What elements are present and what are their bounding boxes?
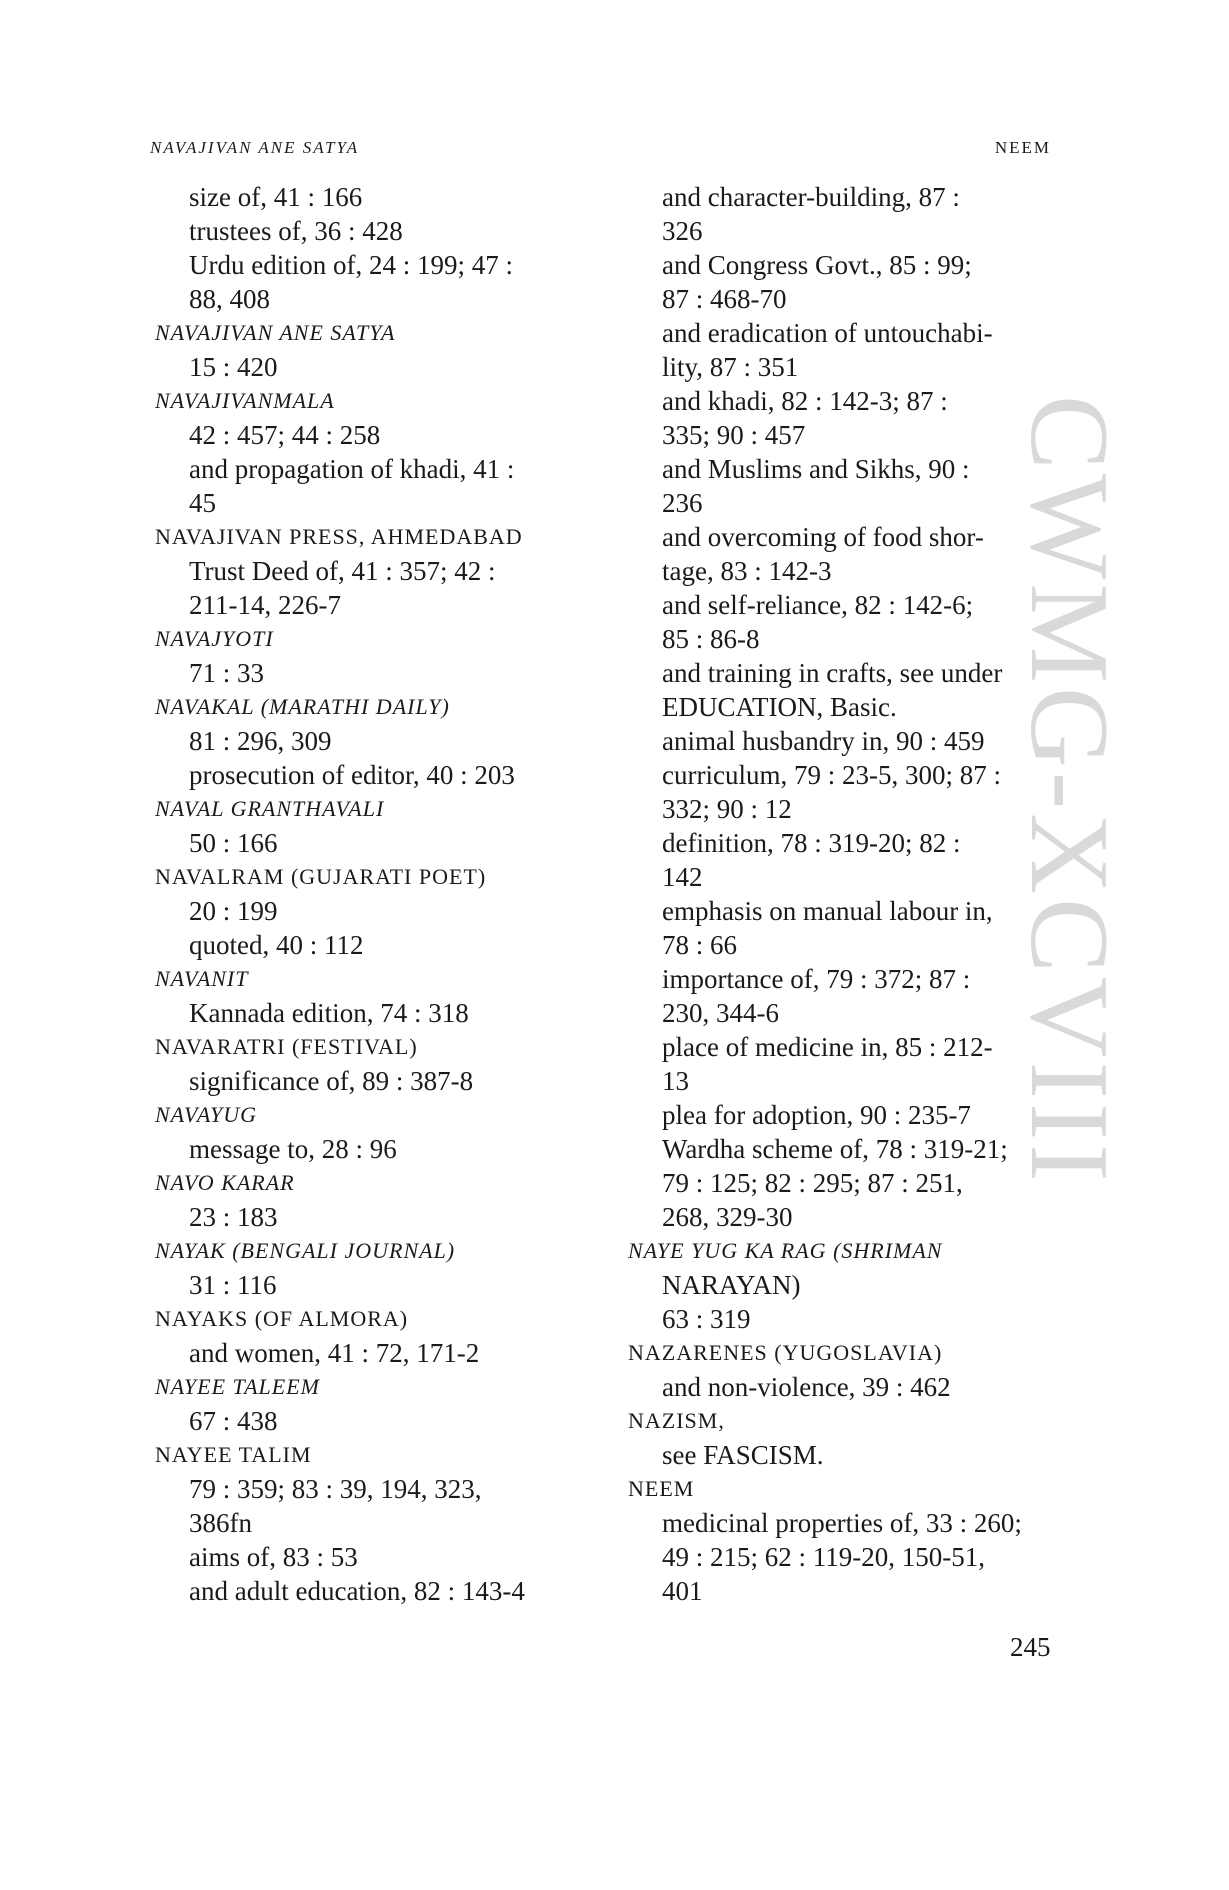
index-heading: NAYE YUG KA RAG (SHRIMAN: [628, 1238, 943, 1263]
index-heading: NAZISM,: [628, 1408, 725, 1433]
watermark: CWMG-XCVIII: [1007, 395, 1131, 1186]
index-entry: emphasis on manual labour in,: [662, 896, 993, 926]
index-entry: 50 : 166: [189, 828, 278, 858]
index-heading: NAYEE TALIM: [155, 1442, 312, 1467]
index-entry: and eradication of untouchabi-: [662, 318, 993, 348]
index-heading: NAYEE TALEEM: [155, 1374, 320, 1399]
index-entry: and Muslims and Sikhs, 90 :: [662, 454, 970, 484]
index-entry: 211-14, 226-7: [189, 590, 341, 620]
left-index-column: [155, 180, 585, 1608]
index-heading: NEEM: [628, 1476, 695, 1501]
index-entry: 401: [662, 1576, 703, 1606]
index-entry: significance of, 89 : 387-8: [189, 1066, 474, 1096]
index-heading: NAVAJIVAN ANE SATYA: [155, 320, 396, 345]
index-entry: and overcoming of food shor-: [662, 522, 984, 552]
index-heading: NAVAJIVANMALA: [155, 388, 335, 413]
index-entry: place of medicine in, 85 : 212-: [662, 1032, 993, 1062]
index-entry: 31 : 116: [189, 1270, 277, 1300]
index-entry: Kannada edition, 74 : 318: [189, 998, 469, 1028]
index-entry: 20 : 199: [189, 896, 278, 926]
index-heading: NAVAYUG: [155, 1102, 258, 1127]
index-entry: 81 : 296, 309: [189, 726, 332, 756]
index-entry: 79 : 359; 83 : 39, 194, 323,: [189, 1474, 482, 1504]
index-entry: and adult education, 82 : 143-4: [189, 1576, 525, 1606]
index-entry: and character-building, 87 :: [662, 182, 960, 212]
index-entry: 87 : 468-70: [662, 284, 787, 314]
index-heading: NAVAKAL (MARATHI DAILY): [155, 694, 450, 719]
index-entry: lity, 87 : 351: [662, 352, 799, 382]
running-head-left: NAVAJIVAN ANE SATYA: [150, 138, 360, 157]
index-entry: plea for adoption, 90 : 235-7: [662, 1100, 971, 1130]
index-heading: NAZARENES (YUGOSLAVIA): [628, 1340, 943, 1365]
index-entry: Trust Deed of, 41 : 357; 42 :: [189, 556, 496, 586]
index-entry: 85 : 86-8: [662, 624, 760, 654]
index-heading: NAVANIT: [155, 966, 249, 991]
index-entry: 79 : 125; 82 : 295; 87 : 251,: [662, 1168, 963, 1198]
index-entry: prosecution of editor, 40 : 203: [189, 760, 515, 790]
index-entry: 268, 329-30: [662, 1202, 793, 1232]
index-heading: NAVAJYOTI: [155, 626, 274, 651]
index-entry: 335; 90 : 457: [662, 420, 806, 450]
index-heading: NAVALRAM (GUJARATI POET): [155, 864, 487, 889]
index-entry: see FASCISM.: [662, 1440, 824, 1470]
index-entry: animal husbandry in, 90 : 459: [662, 726, 985, 756]
index-entry: and self-reliance, 82 : 142-6;: [662, 590, 974, 620]
index-entry: 78 : 66: [662, 930, 738, 960]
index-entry: 142: [662, 862, 703, 892]
index-entry: and training in crafts, see under: [662, 658, 1003, 688]
index-heading: NAYAKS (OF ALMORA): [155, 1306, 409, 1331]
index-heading: NAVO KARAR: [155, 1170, 295, 1195]
index-entry: definition, 78 : 319-20; 82 :: [662, 828, 961, 858]
index-heading: NAVAL GRANTHAVALI: [155, 796, 385, 821]
index-entry: 236: [662, 488, 703, 518]
index-entry: tage, 83 : 142-3: [662, 556, 832, 586]
index-entry: 88, 408: [189, 284, 270, 314]
index-entry: 63 : 319: [662, 1304, 751, 1334]
index-heading: NAYAK (BENGALI JOURNAL): [155, 1238, 456, 1263]
index-entry: and Congress Govt., 85 : 99;: [662, 250, 972, 280]
index-entry: and non-violence, 39 : 462: [662, 1372, 951, 1402]
index-entry: 42 : 457; 44 : 258: [189, 420, 381, 450]
index-entry: and khadi, 82 : 142-3; 87 :: [662, 386, 948, 416]
index-entry: 45: [189, 488, 216, 518]
index-entry: 49 : 215; 62 : 119-20, 150-51,: [662, 1542, 985, 1572]
index-heading: NAVAJIVAN PRESS, AHMEDABAD: [155, 524, 523, 549]
index-entry: 71 : 33: [189, 658, 265, 688]
index-entry: quoted, 40 : 112: [189, 930, 364, 960]
index-entry: 326: [662, 216, 703, 246]
running-head-right: NEEM: [994, 138, 1051, 157]
index-entry: size of, 41 : 166: [189, 182, 363, 212]
index-entry: curriculum, 79 : 23-5, 300; 87 :: [662, 760, 1001, 790]
right-index-column: [628, 180, 1054, 1608]
index-entry: EDUCATION, Basic.: [662, 692, 897, 722]
index-entry: 386fn: [189, 1508, 252, 1538]
index-entry: 67 : 438: [189, 1406, 278, 1436]
index-heading: NAVARATRI (FESTIVAL): [155, 1034, 418, 1059]
index-entry: and women, 41 : 72, 171-2: [189, 1338, 480, 1368]
index-entry: 15 : 420: [189, 352, 278, 382]
index-entry: 332; 90 : 12: [662, 794, 792, 824]
index-entry: NARAYAN): [662, 1270, 801, 1300]
index-entry: trustees of, 36 : 428: [189, 216, 403, 246]
index-entry: medicinal properties of, 33 : 260;: [662, 1508, 1022, 1538]
index-entry: 13: [662, 1066, 689, 1096]
index-entry: importance of, 79 : 372; 87 :: [662, 964, 971, 994]
index-entry: 23 : 183: [189, 1202, 278, 1232]
index-entry: 230, 344-6: [662, 998, 779, 1028]
index-entry: Urdu edition of, 24 : 199; 47 :: [189, 250, 513, 280]
index-entry: message to, 28 : 96: [189, 1134, 397, 1164]
page-number: 245: [1010, 1632, 1051, 1662]
index-entry: Wardha scheme of, 78 : 319-21;: [662, 1134, 1008, 1164]
index-entry: and propagation of khadi, 41 :: [189, 454, 515, 484]
index-entry: aims of, 83 : 53: [189, 1542, 358, 1572]
